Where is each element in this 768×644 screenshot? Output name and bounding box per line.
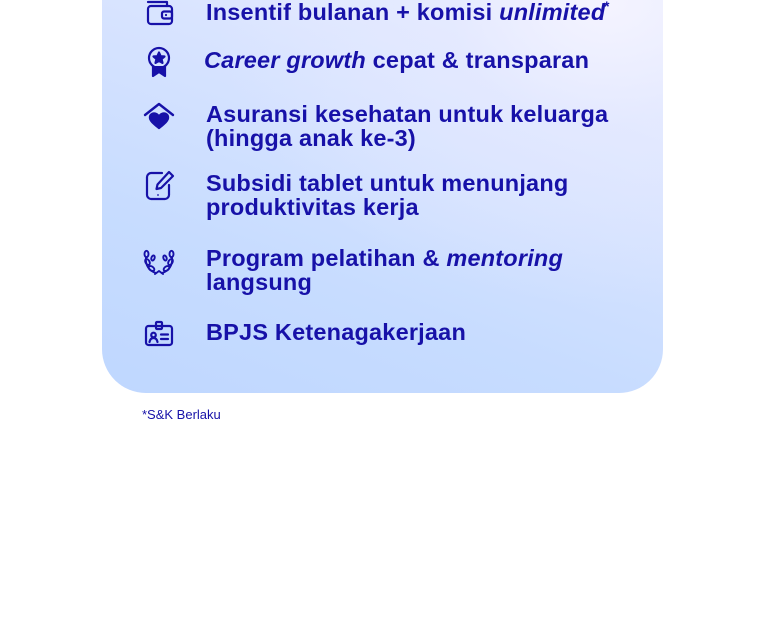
benefit-text-career-plain: cepat & transparan [365, 47, 590, 73]
footnote-asterisk: * [604, 0, 610, 14]
benefit-text-pelatihan-italic: mentoring [446, 245, 564, 271]
benefit-text-tablet-line2: produktivitas kerja [206, 194, 419, 220]
benefit-text-asuransi-line2: (hingga anak ke-3) [206, 125, 416, 151]
house-heart-icon [142, 100, 176, 134]
wallet-icon [142, 0, 176, 30]
award-ribbon-icon [142, 45, 176, 79]
terms-disclaimer: *S&K Berlaku [142, 407, 221, 422]
benefit-text-insentif-plain: Insentif bulanan + komisi [206, 0, 500, 25]
benefits-card [102, 0, 663, 393]
benefit-text-pelatihan-plain: Program pelatihan & [206, 245, 447, 271]
id-badge-icon [142, 317, 176, 351]
benefit-text-tablet [206, 171, 568, 219]
benefit-text-asuransi-line1: Asuransi kesehatan untuk keluarga [206, 101, 609, 127]
tablet-edit-icon [142, 168, 176, 202]
benefit-text-career [204, 48, 589, 72]
benefit-text-tablet-line1: Subsidi tablet untuk menunjang [206, 170, 569, 196]
benefit-text-pelatihan-line2: langsung [206, 269, 313, 295]
benefit-text-bpjs [206, 320, 466, 344]
benefit-text-insentif-italic: unlimited [499, 0, 606, 25]
benefit-text-insentif [206, 0, 605, 24]
benefit-text-bpjs-line1: BPJS Ketenagakerjaan [206, 319, 467, 345]
laurel-wreath-icon [142, 243, 176, 277]
benefit-text-career-italic: Career growth [204, 47, 366, 73]
benefit-text-asuransi [206, 102, 608, 150]
benefit-text-pelatihan [206, 246, 563, 294]
